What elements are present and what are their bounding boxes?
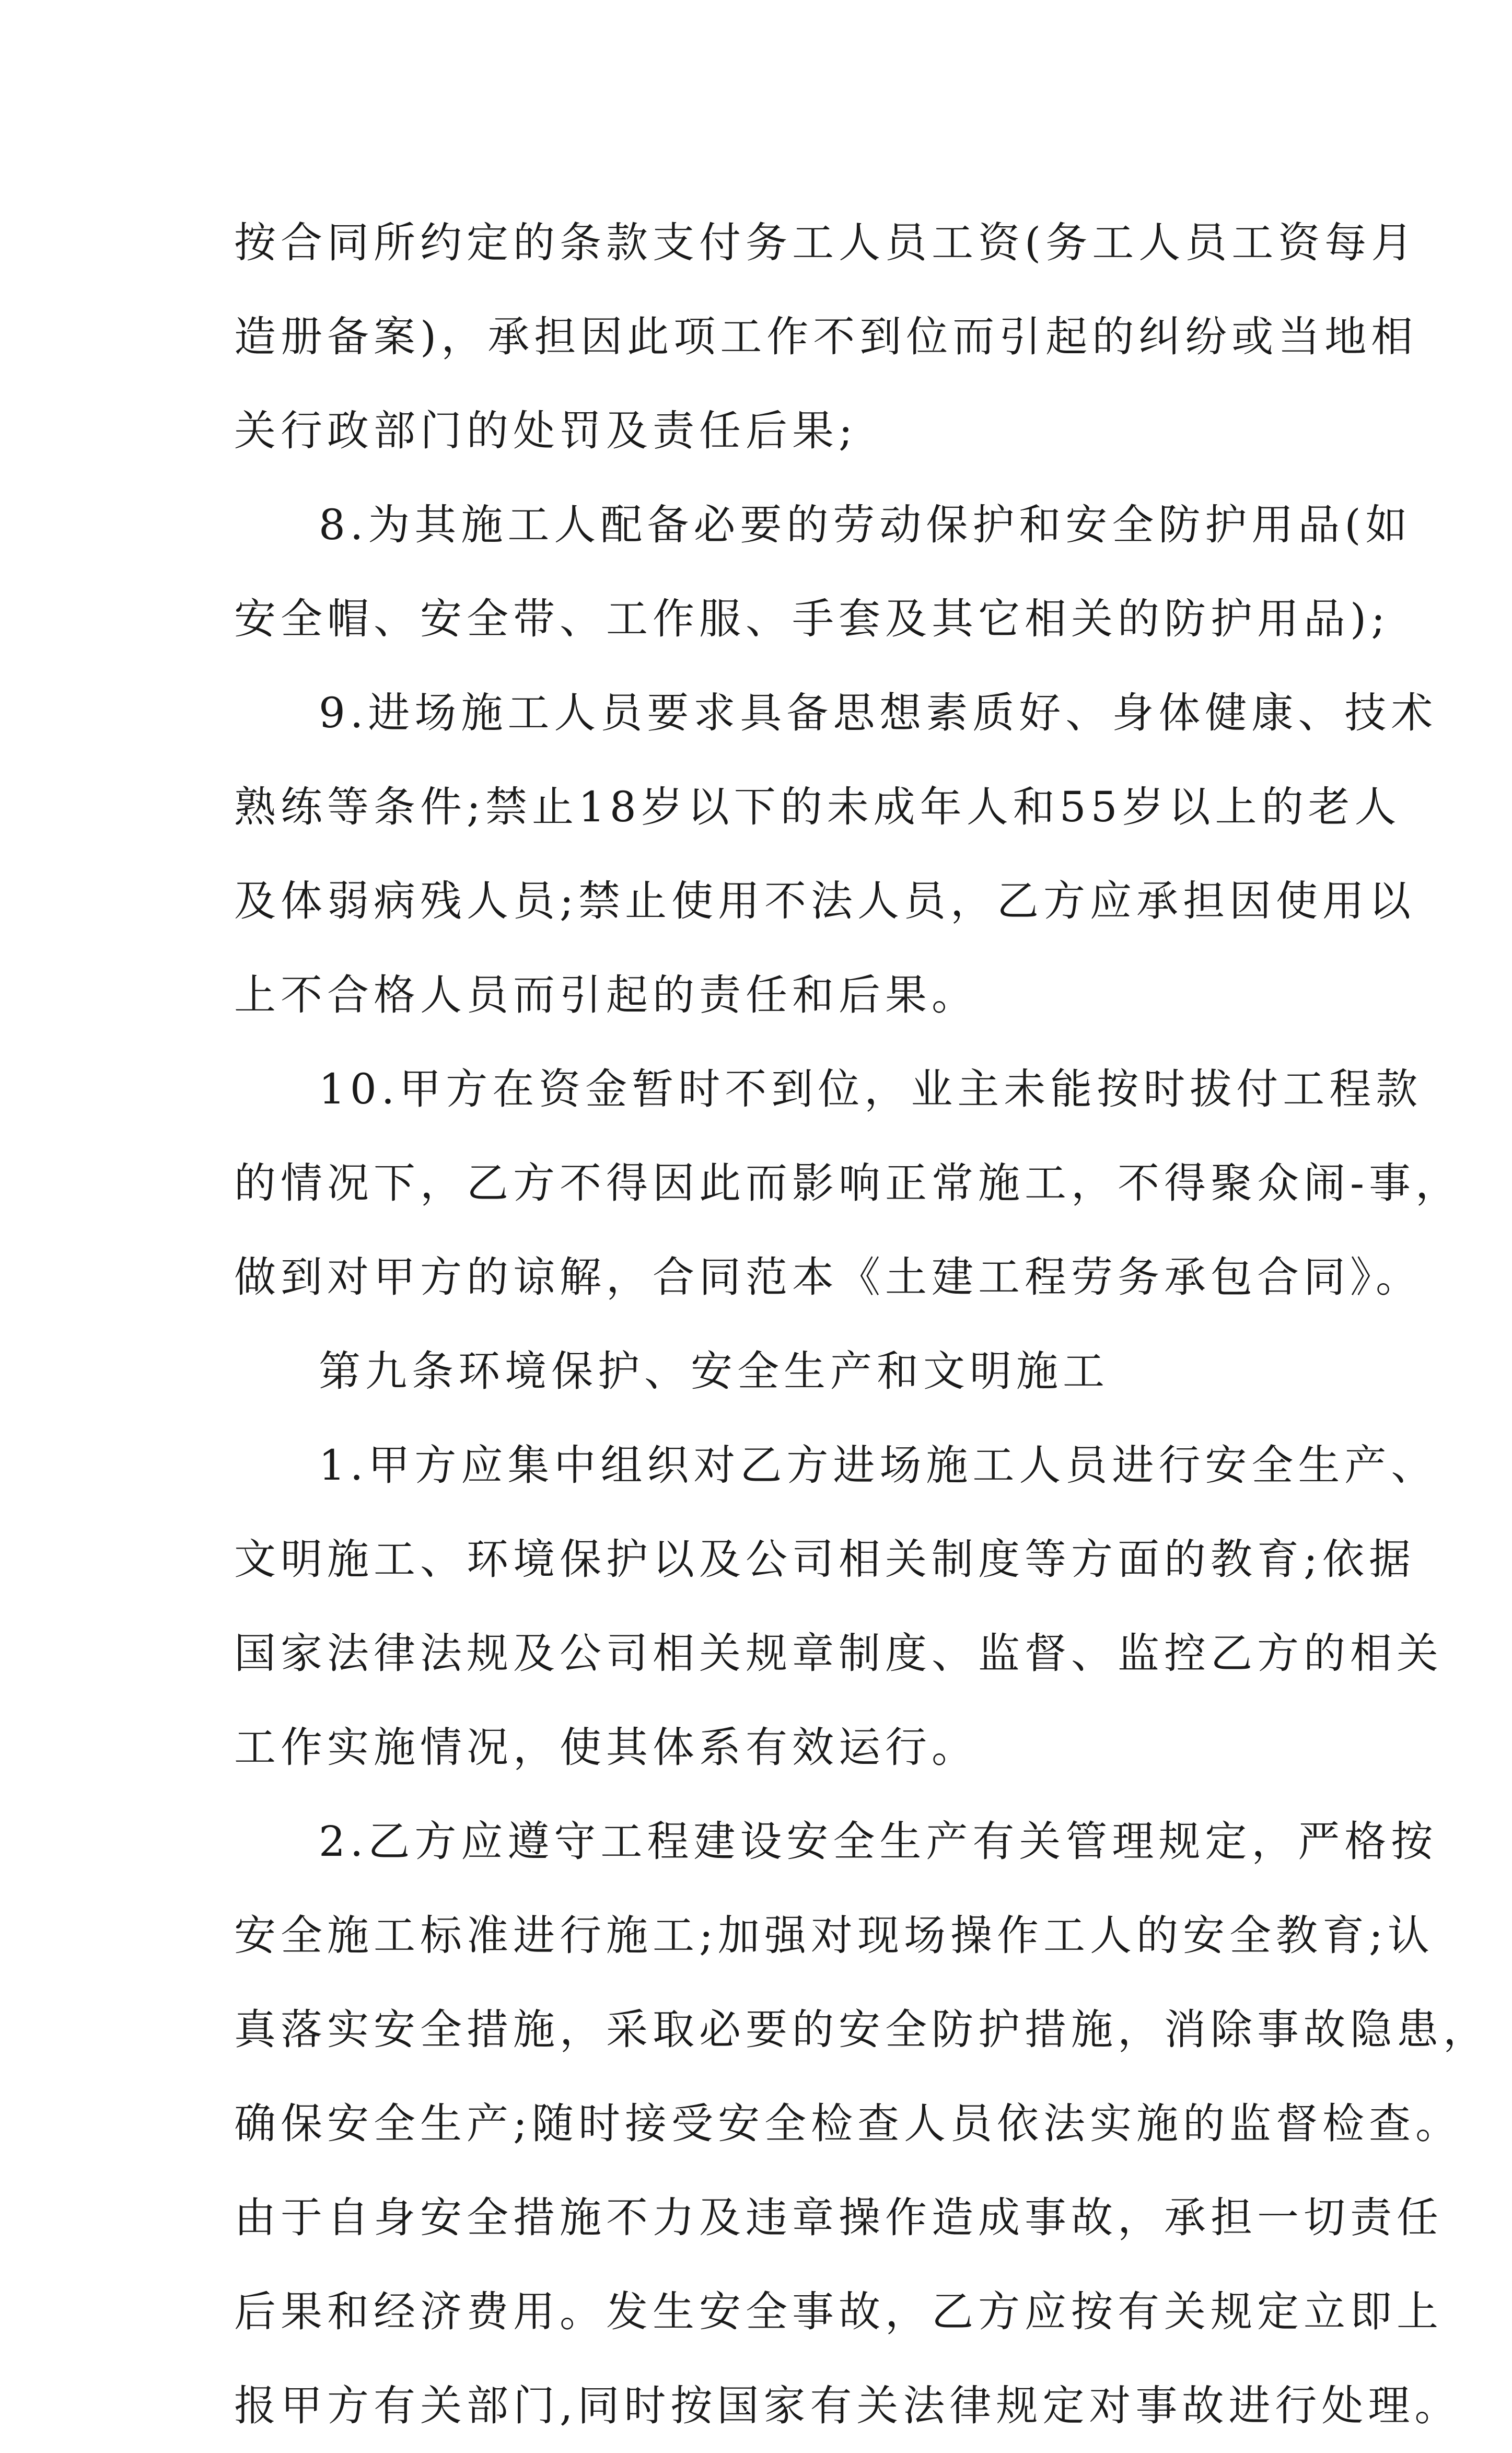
text-line: 工作实施情况，使其体系有效运行。 bbox=[234, 1723, 978, 1772]
text-line: 熟练等条件;禁止18岁以下的未成年人和55岁以上的老人 bbox=[234, 783, 1401, 831]
text-line: 按合同所约定的条款支付务工人员工资(务工人员工资每月 bbox=[234, 218, 1418, 267]
paragraph-start-line: 2.乙方应遵守工程建设安全生产有关管理规定，严格按 bbox=[319, 1817, 1438, 1866]
text-line: 上不合格人员而引起的责任和后果。 bbox=[234, 971, 978, 1019]
text-line: 安全施工标准进行施工;加强对现场操作工人的安全教育;认 bbox=[234, 1911, 1434, 1960]
text-line: 安全帽、安全带、工作服、手套及其它相关的防护用品); bbox=[234, 595, 1390, 643]
text-line: 文明施工、环境保护以及公司相关制度等方面的教育;依据 bbox=[234, 1535, 1415, 1584]
paragraph-start-line: 10.甲方在资金暂时不到位，业主未能按时拔付工程款 bbox=[319, 1065, 1423, 1113]
text-line: 的情况下，乙方不得因此而影响正常施工，不得聚众闹-事， bbox=[234, 1159, 1462, 1207]
text-line: 后果和经济费用。发生安全事故，乙方应按有关规定立即上 bbox=[234, 2287, 1443, 2336]
text-line: 做到对甲方的谅解，合同范本《土建工程劳务承包合同》。 bbox=[234, 1253, 1422, 1301]
text-line: 及体弱病残人员;禁止使用不法人员，乙方应承担因使用以 bbox=[234, 877, 1415, 925]
text-line: 造册备案)，承担因此项工作不到位而引起的纠纷或当地相 bbox=[234, 312, 1418, 361]
document-body bbox=[234, 196, 1490, 2453]
text-line: 报甲方有关部门,同时按国家有关法律规定对事故进行处理。 bbox=[234, 2381, 1461, 2430]
paragraph-start-line: 9.进场施工人员要求具备思想素质好、身体健康、技术 bbox=[319, 689, 1438, 737]
section-heading: 第九条环境保护、安全生产和文明施工 bbox=[319, 1347, 1109, 1396]
text-line: 关行政部门的处罚及责任后果; bbox=[234, 406, 857, 455]
text-line: 由于自身安全措施不力及违章操作造成事故，承担一切责任 bbox=[234, 2193, 1443, 2242]
text-line: 国家法律法规及公司相关规章制度、监督、监控乙方的相关 bbox=[234, 1629, 1443, 1678]
paragraph-start-line: 8.为其施工人配备必要的劳动保护和安全防护用品(如 bbox=[319, 501, 1412, 549]
text-line: 确保安全生产;随时接受安全检查人员依法实施的监督检查。 bbox=[234, 2099, 1462, 2148]
text-line: 真落实安全措施，采取必要的安全防护措施，消除事故隐患， bbox=[234, 2005, 1490, 2054]
paragraph-start-line: 1.甲方应集中组织对乙方进场施工人员进行安全生产、 bbox=[319, 1441, 1438, 1490]
